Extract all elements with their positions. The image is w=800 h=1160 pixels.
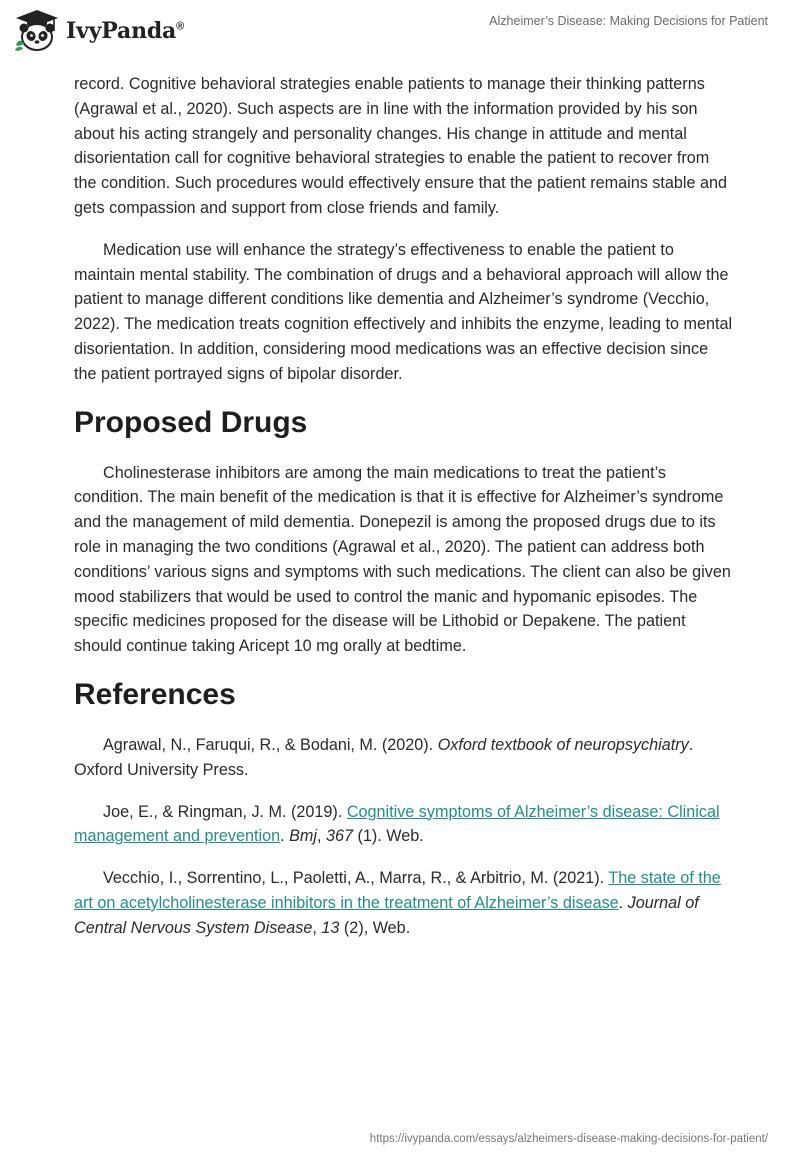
document-title: Alzheimer’s Disease: Making Decisions for Patient: [489, 14, 768, 28]
volume-number: 367: [325, 827, 353, 846]
paragraph-3: Cholinesterase inhibitors are among the main medications to treat the patient’s condition. The main benefit of the medication is that it is effective for Alzheimer’s syndrome and the management of mild dementia. Donepezil is among the proposed drugs due to its role in managing the two conditions (Agrawal et al., 2020). The patient can address both conditions’ various signs and symptoms with such medications. The client can also be given mood stabilizers that would be used to control the manic and hypomanic episodes. The specific medicines proposed for the disease will be Lithobid or Depakene. The patient should continue taking Aricept 10 mg orally at bedtime.: [74, 463, 731, 656]
reference-item: Joe, E., & Ringman, J. M. (2019). Cognitive symptoms of Alzheimer’s disease: Clinical management and prevention. Bmj, 367 (1). Web.: [74, 802, 720, 846]
page-url[interactable]: https://ivypanda.com/essays/alzheimers-disease-making-decisions-for-patient/: [369, 1133, 768, 1145]
paragraph-1: record. Cognitive behavioral strategies enable patients to manage their thinking patterns (Agrawal et al., 2020). Such aspects are in line with the information provided by his son about his acting strangely and personality changes. His change in attitude and mental disorientation call for cognitive behavioral strategies to enable the patient to recover from the condition. Such procedures would effectively ensure that the patient remains stable and gets compassion and support from close friends and family.: [74, 75, 728, 217]
reference-link[interactable]: Cognitive symptoms of Alzheimer’s disease: Clinical management and prevention: [74, 802, 720, 846]
journal-name: Journal of Central Nervous System Disease: [74, 893, 699, 937]
logo-wordmark: IvyPanda®: [66, 18, 185, 44]
book-title: Oxford textbook of neuropsychiatry: [437, 735, 689, 754]
registered-mark: ®: [176, 20, 185, 33]
heading-proposed-drugs: Proposed Drugs: [74, 405, 308, 439]
reference-item: Agrawal, N., Faruqui, R., & Bodani, M. (2020). Oxford textbook of neuropsychiatry. Oxford University Press.: [74, 735, 694, 779]
page-header: [0, 0, 800, 60]
reference-item: Vecchio, I., Sorrentino, L., Paoletti, A., Marra, R., & Arbitrio, M. (2021). The state of the art on acetylcholinesterase inhibitors in the treatment of Alzheimer’s disease. Journal of Central Nervous System Disease, 13 (2), Web.: [74, 869, 721, 937]
volume-number: 13: [321, 918, 340, 937]
essay-body: [74, 72, 734, 958]
reference-link[interactable]: The state of the art on acetylcholinesterase inhibitors in the treatment of Alzheimer’s disease: [74, 869, 721, 912]
heading-references: References: [74, 677, 236, 711]
ivypanda-logo[interactable]: [14, 8, 184, 54]
journal-name: Bmj: [289, 827, 317, 846]
paragraph-2: Medication use will enhance the strategy’s effectiveness to enable the patient to maintain mental stability. The combination of drugs and a behavioral approach will allow the patient to manage different conditions like dementia and Alzheimer’s syndrome (Vecchio, 2022). The medication treats cognition effectively and inhibits the enzyme, leading to mental disorientation. In addition, considering mood medications was an effective decision since the patient portrayed signs of bipolar disorder.: [74, 240, 733, 383]
panda-graduate-icon: [14, 9, 60, 53]
